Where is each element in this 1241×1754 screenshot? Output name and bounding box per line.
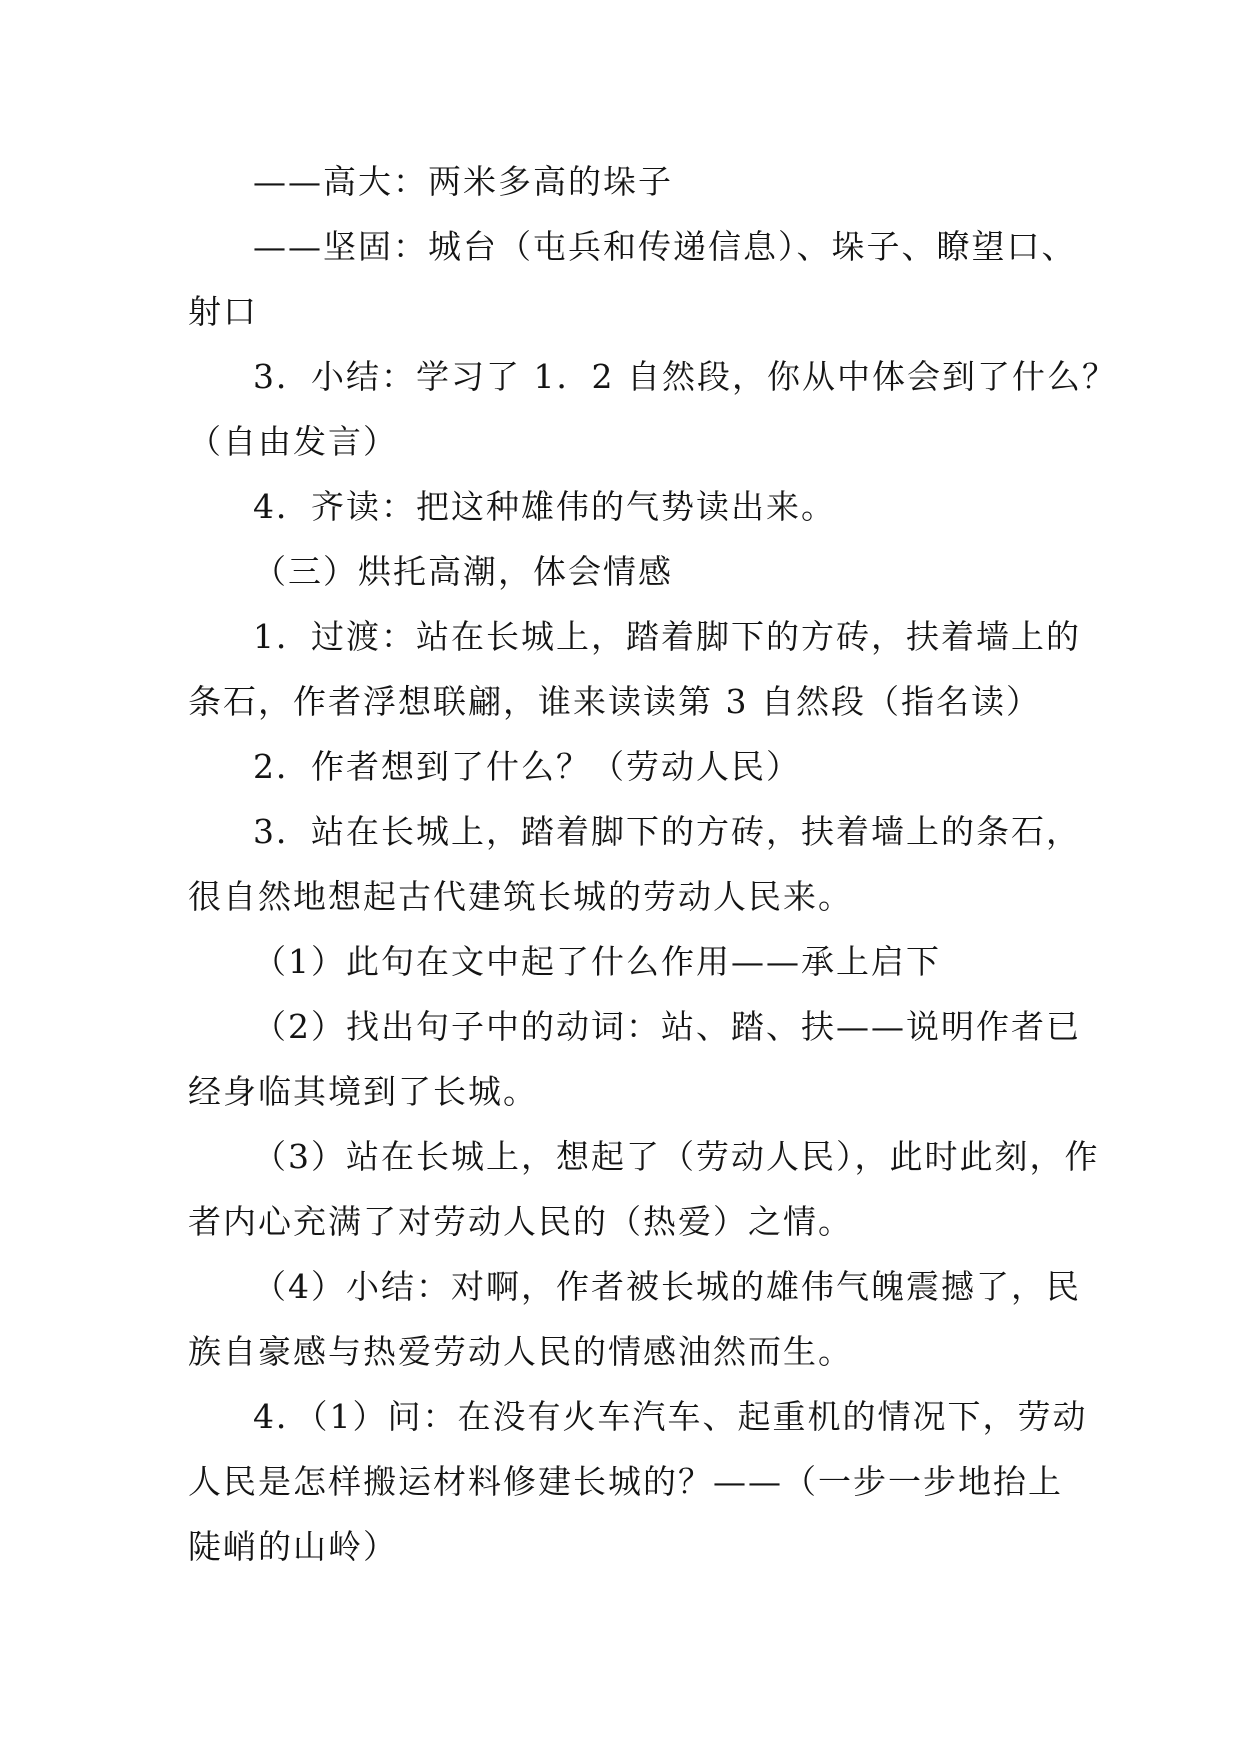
text-line: 1．过渡：站在长城上，踏着脚下的方砖，扶着墙上的 <box>253 617 1081 656</box>
text-line: 4．齐读：把这种雄伟的气势读出来。 <box>253 487 836 526</box>
text-line: （3）站在长城上，想起了（劳动人民），此时此刻，作 <box>253 1137 1100 1176</box>
text-line: 射口 <box>188 292 258 331</box>
text-line: 2．作者想到了什么？（劳动人民） <box>253 747 801 786</box>
text-line: 条石，作者浮想联翩，谁来读读第 3 自然段（指名读） <box>188 682 1041 721</box>
text-line: 族自豪感与热爱劳动人民的情感油然而生。 <box>188 1332 853 1371</box>
text-line: 经身临其境到了长城。 <box>188 1072 538 1111</box>
text-line: （4）小结：对啊，作者被长城的雄伟气魄震撼了，民 <box>253 1267 1081 1306</box>
text-line: 人民是怎样搬运材料修建长城的？——（一步一步地抬上 <box>188 1462 1063 1501</box>
text-line: ——高大：两米多高的垛子 <box>253 162 673 201</box>
text-line: 陡峭的山岭） <box>188 1527 398 1566</box>
text-line: 4．（1）问：在没有火车汽车、起重机的情况下，劳动 <box>253 1397 1088 1436</box>
text-line: （2）找出句子中的动词：站、踏、扶——说明作者已 <box>253 1007 1081 1046</box>
section-heading: （三）烘托高潮，体会情感 <box>253 552 673 591</box>
text-line: ——坚固：城台（屯兵和传递信息）、垛子、瞭望口、 <box>253 227 1077 266</box>
text-line: 3．小结：学习了 1．2 自然段，你从中体会到了什么？ <box>253 357 1117 396</box>
text-line: 3．站在长城上，踏着脚下的方砖，扶着墙上的条石， <box>253 812 1081 851</box>
text-line: 很自然地想起古代建筑长城的劳动人民来。 <box>188 877 853 916</box>
text-line: （自由发言） <box>188 422 398 461</box>
text-line: （1）此句在文中起了什么作用——承上启下 <box>253 942 941 981</box>
text-line: 者内心充满了对劳动人民的（热爱）之情。 <box>188 1202 853 1241</box>
